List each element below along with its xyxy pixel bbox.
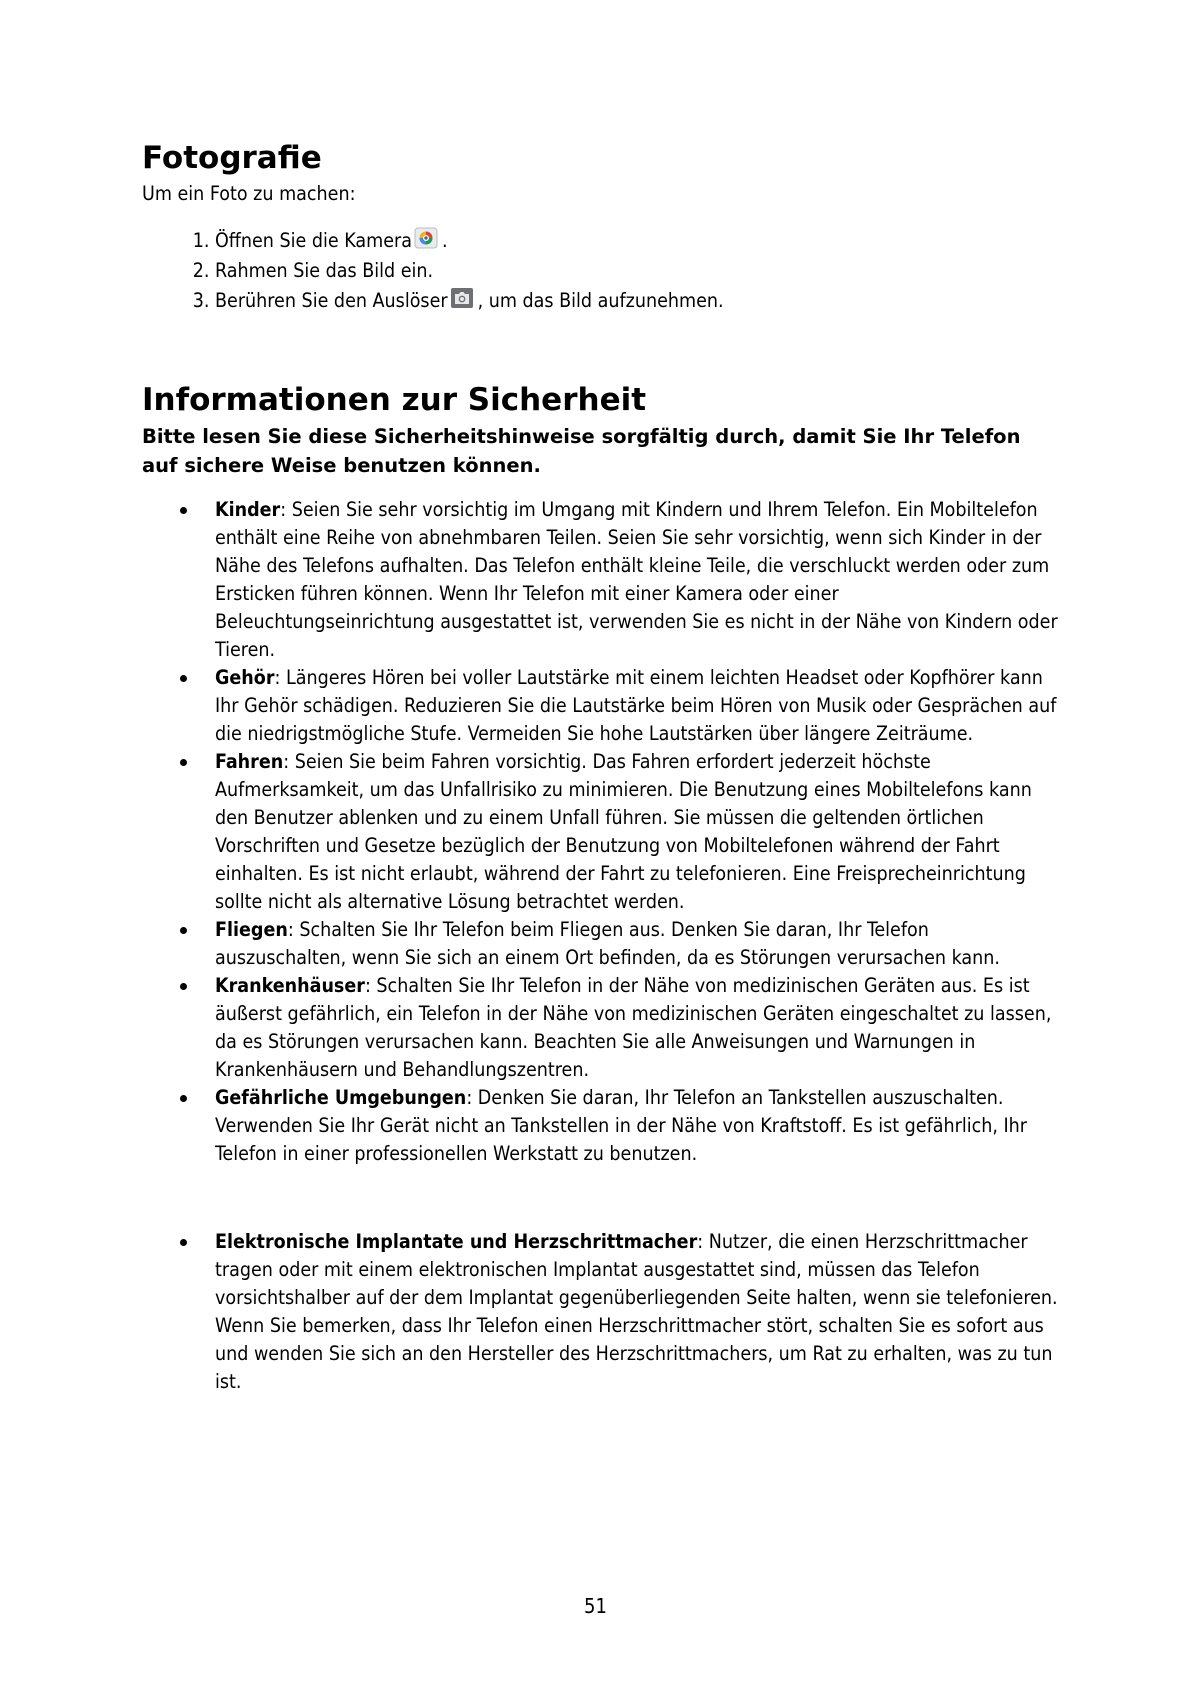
safety-item-gehoer: [215, 664, 1062, 748]
step-2-text: Rahmen Sie das Bild ein.: [215, 259, 434, 282]
document-page: [142, 140, 1062, 1396]
safety-item-krankenhaeuser: [215, 972, 1062, 1084]
safety-item-implantate: [215, 1228, 1062, 1396]
section-title-photo: Fotografie: [142, 140, 322, 176]
item-term: Kinder: [215, 498, 281, 521]
safety-lead: Bitte lesen Sie diese Sicherheitshinweise sorgfältig durch, damit Sie Ihr Telefon auf sichere Weise benutzen können.: [142, 425, 1021, 477]
step-3-text: Berühren Sie den Auslöser: [215, 289, 448, 312]
item-text: : Schalten Sie Ihr Telefon in der Nähe von medizinischen Geräten aus. Es ist äußerst gefährlich, ein Telefon in der Nähe von medizinischen Geräten eingeschaltet zu lassen, da es Störungen verursachen kann. Beachten Sie alle Anweisungen und Warnungen in Krankenhäusern und Behandlungszentren.: [215, 974, 1052, 1081]
photo-step-3: [215, 286, 1062, 316]
item-term: Fahren: [215, 750, 284, 773]
bullet-dot: [180, 1239, 187, 1246]
step-3-suffix: , um das Bild aufzunehmen.: [477, 289, 724, 312]
item-term: Krankenhäuser: [215, 974, 365, 997]
item-term: Elektronische Implantate und Herzschrittmacher: [215, 1230, 698, 1253]
item-text: : Nutzer, die einen Herzschrittmacher tragen oder mit einem elektronischen Implantat ausgestattet sind, müssen das Telefon vorsichtshalber auf der dem Implantat gegenüberliegenden Seite halten, wenn sie telefonieren. Wenn Sie bemerken, dass Ihr Telefon einen Herzschrittmacher stört, schalten Sie es sofort aus und wenden Sie sich an den Hersteller des Herzschrittmachers, um Rat zu erhalten, was zu tun ist.: [215, 1230, 1058, 1393]
photo-intro: Um ein Foto zu machen:: [142, 182, 356, 205]
camera-app-icon: [414, 227, 438, 249]
photo-step-2: [215, 256, 1062, 286]
bullet-dot: [180, 1095, 187, 1102]
step-1-suffix: .: [442, 229, 448, 252]
section-title-safety: Informationen zur Sicherheit: [142, 382, 647, 418]
item-text: : Seien Sie beim Fahren vorsichtig. Das Fahren erfordert jederzeit höchste Aufmerksamkeit, um das Unfallrisiko zu minimieren. Die Benutzung eines Mobiltelefons kann den Benutzer ablenken und zu einem Unfall führen. Sie müssen die geltenden örtlichen Vorschriften und Gesetze bezüglich der Benutzung von Mobiltelefonen während der Fahrt einhalten. Es ist nicht erlaubt, während der Fahrt zu telefonieren. Eine Freisprecheinrichtung sollte nicht als alternative Lösung betrachtet werden.: [215, 750, 1032, 913]
item-text: : Seien Sie sehr vorsichtig im Umgang mit Kindern und Ihrem Telefon. Ein Mobiltelefon enthält eine Reihe von abnehmbaren Teilen. Seien Sie sehr vorsichtig, wenn sich Kinder in der Nähe des Telefons aufhalten. Das Telefon enthält kleine Teile, die verschluckt werden oder zum Ersticken führen können. Wenn Ihr Telefon mit einer Kamera oder einer Beleuchtungseinrichtung ausgestattet ist, verwenden Sie es nicht in der Nähe von Kindern oder Tieren.: [215, 498, 1058, 661]
bullet-dot: [180, 983, 187, 990]
step-1-text: Öffnen Sie die Kamera: [215, 229, 413, 252]
safety-item-kinder: [215, 496, 1062, 664]
item-term: Gehör: [215, 666, 275, 689]
item-text: : Schalten Sie Ihr Telefon beim Fliegen aus. Denken Sie daran, Ihr Telefon auszuschalten, wenn Sie sich an einem Ort befinden, da es Störungen verursachen kann.: [215, 918, 1000, 969]
shutter-icon: [450, 287, 474, 309]
safety-item-fliegen: [215, 916, 1062, 972]
safety-item-gefaehrliche-umgebungen: [215, 1084, 1062, 1168]
photo-steps: [142, 226, 1062, 316]
photo-step-1: [215, 226, 1062, 256]
item-term: Gefährliche Umgebungen: [215, 1086, 467, 1109]
item-text: : Längeres Hören bei voller Lautstärke mit einem leichten Headset oder Kopfhörer kann Ihr Gehör schädigen. Reduzieren Sie die Lautstärke beim Hören von Musik oder Gesprächen auf die niedrigstmögliche Stufe. Vermeiden Sie hohe Lautstärken über längere Zeiträume.: [215, 666, 1057, 745]
page-number: 51: [584, 1594, 607, 1618]
safety-list: [142, 496, 1062, 1396]
bullet-dot: [180, 675, 187, 682]
bullet-dot: [180, 927, 187, 934]
bullet-dot: [180, 507, 187, 514]
item-term: Fliegen: [215, 918, 288, 941]
item-text: : Denken Sie daran, Ihr Telefon an Tankstellen auszuschalten. Verwenden Sie Ihr Gerät nicht an Tankstellen in der Nähe von Kraftstoff. Es ist gefährlich, Ihr Telefon in einer professionellen Werkstatt zu benutzen.: [215, 1086, 1028, 1165]
safety-item-fahren: [215, 748, 1062, 916]
bullet-dot: [180, 759, 187, 766]
